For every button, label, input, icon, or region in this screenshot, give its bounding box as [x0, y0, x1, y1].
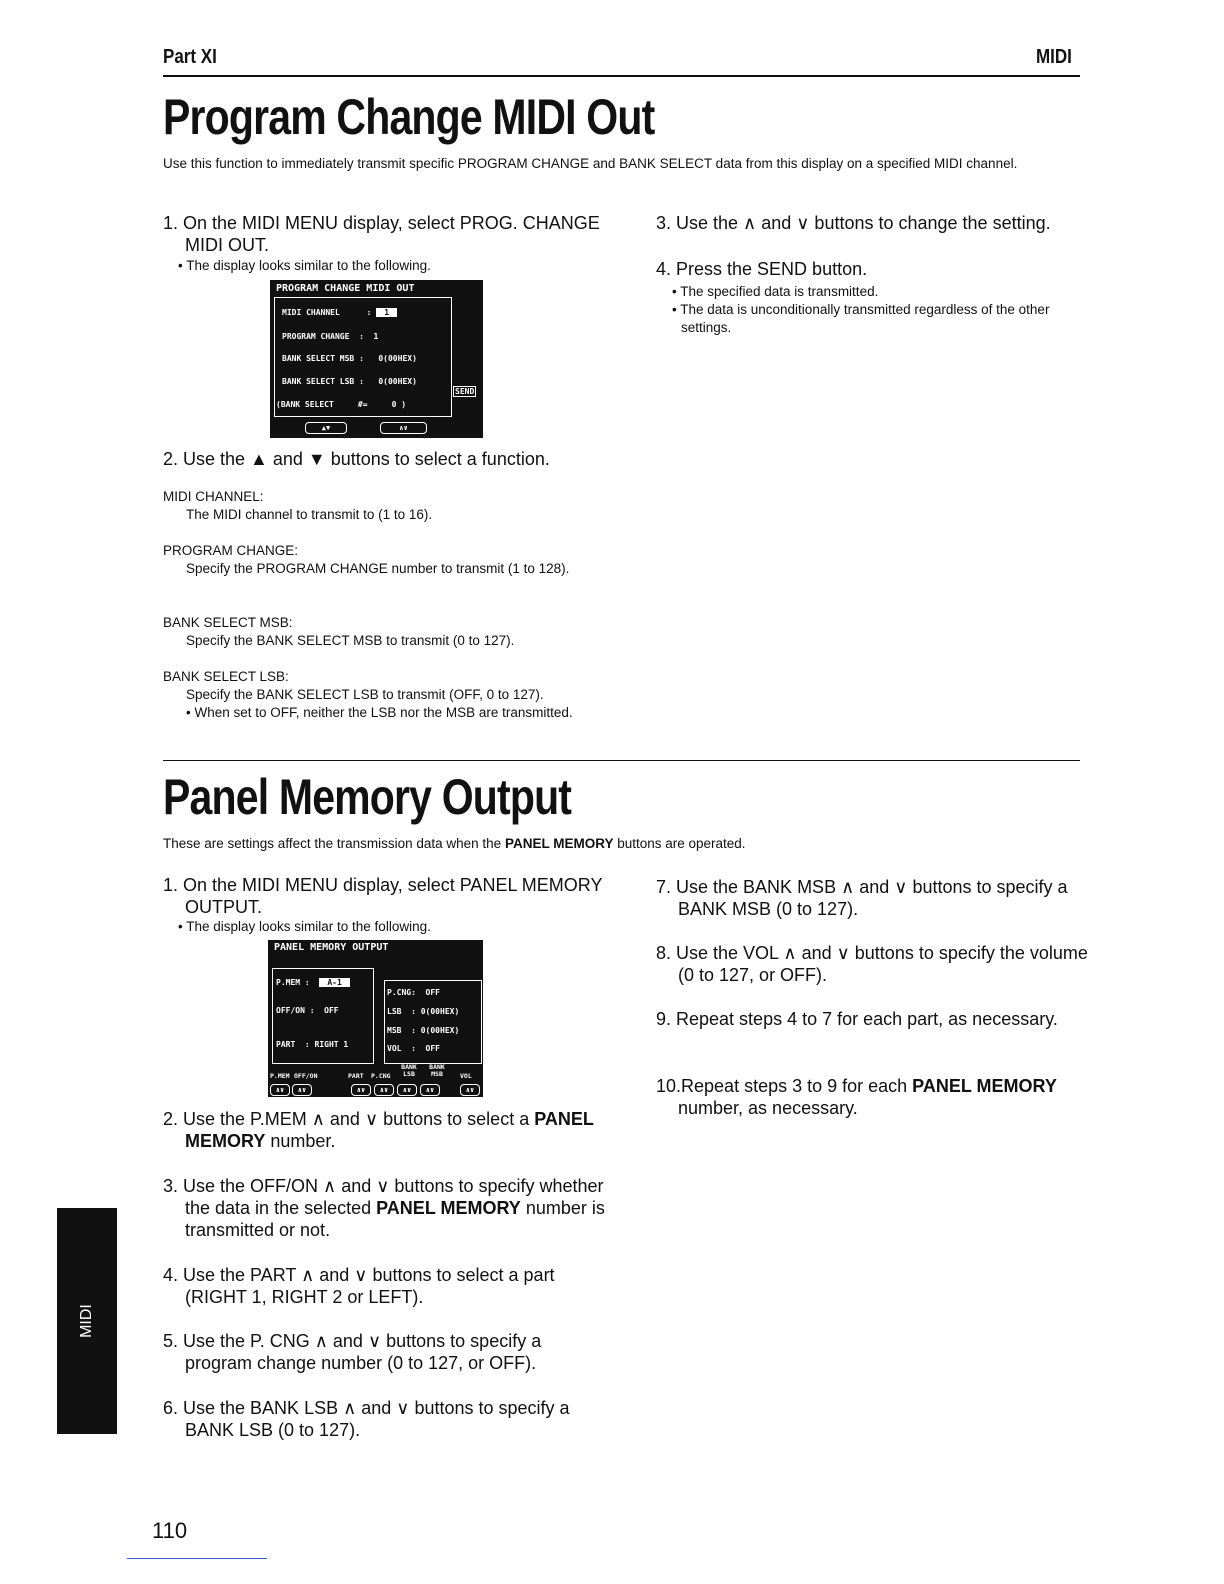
- lcd-value: A-1: [319, 978, 349, 987]
- updown-arrows-icon: ∧∨: [397, 1084, 417, 1096]
- step-bold: PANEL MEMORY: [185, 1109, 594, 1151]
- lcd-label: MSB :: [387, 1026, 416, 1035]
- step-text: 2. Use the P.MEM ∧ and ∨ buttons to select a: [163, 1109, 535, 1129]
- step-bold: PANEL MEMORY: [376, 1198, 521, 1218]
- lcd-label: (BANK SELECT: [276, 400, 334, 409]
- def-note: • When set to OFF, neither the LSB nor the MSB are transmitted.: [186, 705, 573, 720]
- value-arrows-icon: ∧∨: [380, 422, 427, 434]
- lcd-value: 0 ): [391, 400, 407, 409]
- lcd-value: 0(00HEX): [378, 377, 417, 386]
- select-arrows-icon: ▲▼: [305, 422, 347, 434]
- lcd-button-label: BANK LSB: [401, 1063, 417, 1078]
- step-bold: PANEL MEMORY: [912, 1076, 1057, 1096]
- step-8: 8. Use the VOL ∧ and ∨ buttons to specify the volume (0 to 127, or OFF).: [656, 943, 1088, 985]
- def-desc: The MIDI channel to transmit to (1 to 16).: [186, 507, 433, 522]
- step-2: [163, 1108, 610, 1152]
- lcd-sep: :: [359, 377, 364, 386]
- step-6: 6. Use the BANK LSB ∧ and ∨ buttons to specify a BANK LSB (0 to 127).: [163, 1398, 570, 1440]
- updown-arrows-icon: ∧∨: [270, 1084, 290, 1096]
- intro-bold: PANEL MEMORY: [504, 836, 614, 851]
- section-title: Panel Memory Output: [163, 769, 572, 825]
- footer-line: [127, 1558, 267, 1559]
- step-4: 4. Use the PART ∧ and ∨ buttons to select a part (RIGHT 1, RIGHT 2 or LEFT).: [163, 1265, 555, 1307]
- lcd-sep: #=: [357, 400, 368, 409]
- def-term: BANK SELECT LSB:: [163, 669, 289, 684]
- lcd-title: PANEL MEMORY OUTPUT: [274, 942, 389, 953]
- def-desc: Specify the BANK SELECT LSB to transmit (OFF, 0 to 127).: [186, 687, 544, 702]
- lcd-value: 1: [373, 332, 379, 341]
- step-text: number, as necessary.: [678, 1098, 858, 1118]
- header-rule: [163, 75, 1080, 77]
- lcd-sep: :: [359, 354, 364, 363]
- lcd-label: BANK SELECT LSB: [282, 377, 355, 386]
- step-9: 9. Repeat steps 4 to 7 for each part, as necessary.: [656, 1009, 1058, 1029]
- lcd-value: 0(00HEX): [378, 354, 417, 363]
- def-desc: Specify the PROGRAM CHANGE number to transmit (1 to 128).: [186, 561, 570, 576]
- step-1: 1. On the MIDI MENU display, select PROG. CHANGE MIDI OUT.: [163, 213, 600, 255]
- step-note: • The display looks similar to the following.: [178, 258, 431, 273]
- section-divider: [163, 760, 1080, 761]
- step-text: 10.Repeat steps 3 to 9 for each: [656, 1076, 913, 1096]
- def-term: BANK SELECT MSB:: [163, 615, 293, 630]
- side-tab-label: MIDI: [78, 1304, 95, 1338]
- step-3: 3. Use the ∧ and ∨ buttons to change the setting.: [656, 213, 1051, 233]
- updown-arrows-icon: ∧∨: [292, 1084, 312, 1096]
- intro-text: buttons are operated.: [613, 836, 746, 851]
- step-4: 4. Press the SEND button.: [656, 259, 868, 279]
- definition: [163, 614, 588, 650]
- step-text: number is transmitted or not.: [185, 1198, 605, 1240]
- lcd-button-label: OFF/ON: [294, 1072, 318, 1080]
- step-text: number.: [265, 1131, 336, 1151]
- lcd-label: BANK SELECT MSB: [282, 354, 355, 363]
- definition: [163, 668, 588, 722]
- lcd-label: PART: [276, 1040, 296, 1049]
- page-number: 110: [152, 1518, 188, 1543]
- lcd-label: MIDI CHANNEL: [282, 308, 340, 317]
- lcd-button-label: BANK MSB: [429, 1063, 445, 1078]
- intro-text: These are settings affect the transmission data when the: [163, 836, 505, 851]
- step-7: 7. Use the BANK MSB ∧ and ∨ buttons to specify a BANK MSB (0 to 127).: [656, 877, 1068, 919]
- section-title: Program Change MIDI Out: [163, 89, 655, 145]
- step-5: 5. Use the P. CNG ∧ and ∨ buttons to specify a program change number (0 to 127, or OFF).: [163, 1331, 542, 1373]
- lcd-label: OFF/ON: [276, 1006, 305, 1015]
- chapter-side-tab: [57, 1208, 117, 1434]
- send-button[interactable]: SEND: [455, 387, 475, 396]
- updown-arrows-icon: ∧∨: [420, 1084, 440, 1096]
- lcd-sep: :: [359, 332, 364, 341]
- step-note: • The specified data is transmitted.: [672, 284, 879, 299]
- lcd-label: P.MEM: [276, 978, 301, 987]
- chapter-label: MIDI: [1036, 46, 1072, 68]
- lcd-button-label: P.MEM: [270, 1072, 290, 1080]
- step-note: • The data is unconditionally transmitted regardless of the other settings.: [672, 302, 1050, 335]
- lcd-label: LSB :: [387, 1007, 416, 1016]
- lcd-button-label: VOL: [460, 1072, 472, 1080]
- part-label: Part XI: [163, 46, 217, 68]
- section-intro: Use this function to immediately transmit specific PROGRAM CHANGE and BANK SELECT data from this display on a specified MIDI channel.: [163, 156, 1018, 171]
- definition: [163, 542, 588, 578]
- lcd-label: VOL :: [387, 1044, 416, 1053]
- lcd-value: OFF: [425, 1044, 440, 1053]
- lcd-title: PROGRAM CHANGE MIDI OUT: [276, 283, 415, 294]
- step-3: [163, 1175, 610, 1241]
- definition: [163, 488, 588, 524]
- step-text: 3. Use the OFF/ON ∧ and ∨ buttons to specify whether the data in the selected: [163, 1176, 604, 1218]
- lcd-button-label: P.CNG: [371, 1072, 391, 1080]
- lcd-value: 0(00HEX): [420, 1007, 460, 1016]
- step-2: 2. Use the ▲ and ▼ buttons to select a function.: [163, 449, 550, 469]
- updown-arrows-icon: ∧∨: [351, 1084, 371, 1096]
- lcd-button-label: PART: [348, 1072, 364, 1080]
- def-desc: Specify the BANK SELECT MSB to transmit (0 to 127).: [186, 633, 515, 648]
- updown-arrows-icon: ∧∨: [460, 1084, 480, 1096]
- step-1: 1. On the MIDI MENU display, select PANEL MEMORY OUTPUT.: [163, 875, 603, 917]
- lcd-value: OFF: [425, 988, 440, 997]
- lcd-value: RIGHT 1: [314, 1040, 349, 1049]
- lcd-value: OFF: [324, 1006, 339, 1015]
- step-10: [656, 1075, 1102, 1119]
- section-intro: [163, 835, 1083, 853]
- lcd-sep: :: [366, 308, 372, 317]
- lcd-panel-memory: PANEL MEMORY OUTPUT P.MEM : A-1 OFF/ON : OFF PART : RIGHT 1 P.CNG: OFF LSB : 0(00HEX) MSB : 0(00HEX) VOL : OFF P.MEM OFF/ON PART P.CNG BANK LSB BANK MSB VOL ∧∨ ∧∨ ∧∨ ∧∨ ∧∨ ∧∨ ∧∨: [268, 940, 483, 1097]
- def-term: MIDI CHANNEL:: [163, 489, 264, 504]
- lcd-program-change: [270, 280, 483, 438]
- lcd-value: 1: [376, 308, 397, 317]
- lcd-label: PROGRAM CHANGE: [282, 332, 350, 341]
- step-note: • The display looks similar to the following.: [178, 919, 431, 934]
- lcd-label: P.CNG:: [387, 988, 416, 997]
- lcd-value: 0(00HEX): [420, 1026, 460, 1035]
- def-term: PROGRAM CHANGE:: [163, 543, 299, 558]
- updown-arrows-icon: ∧∨: [374, 1084, 394, 1096]
